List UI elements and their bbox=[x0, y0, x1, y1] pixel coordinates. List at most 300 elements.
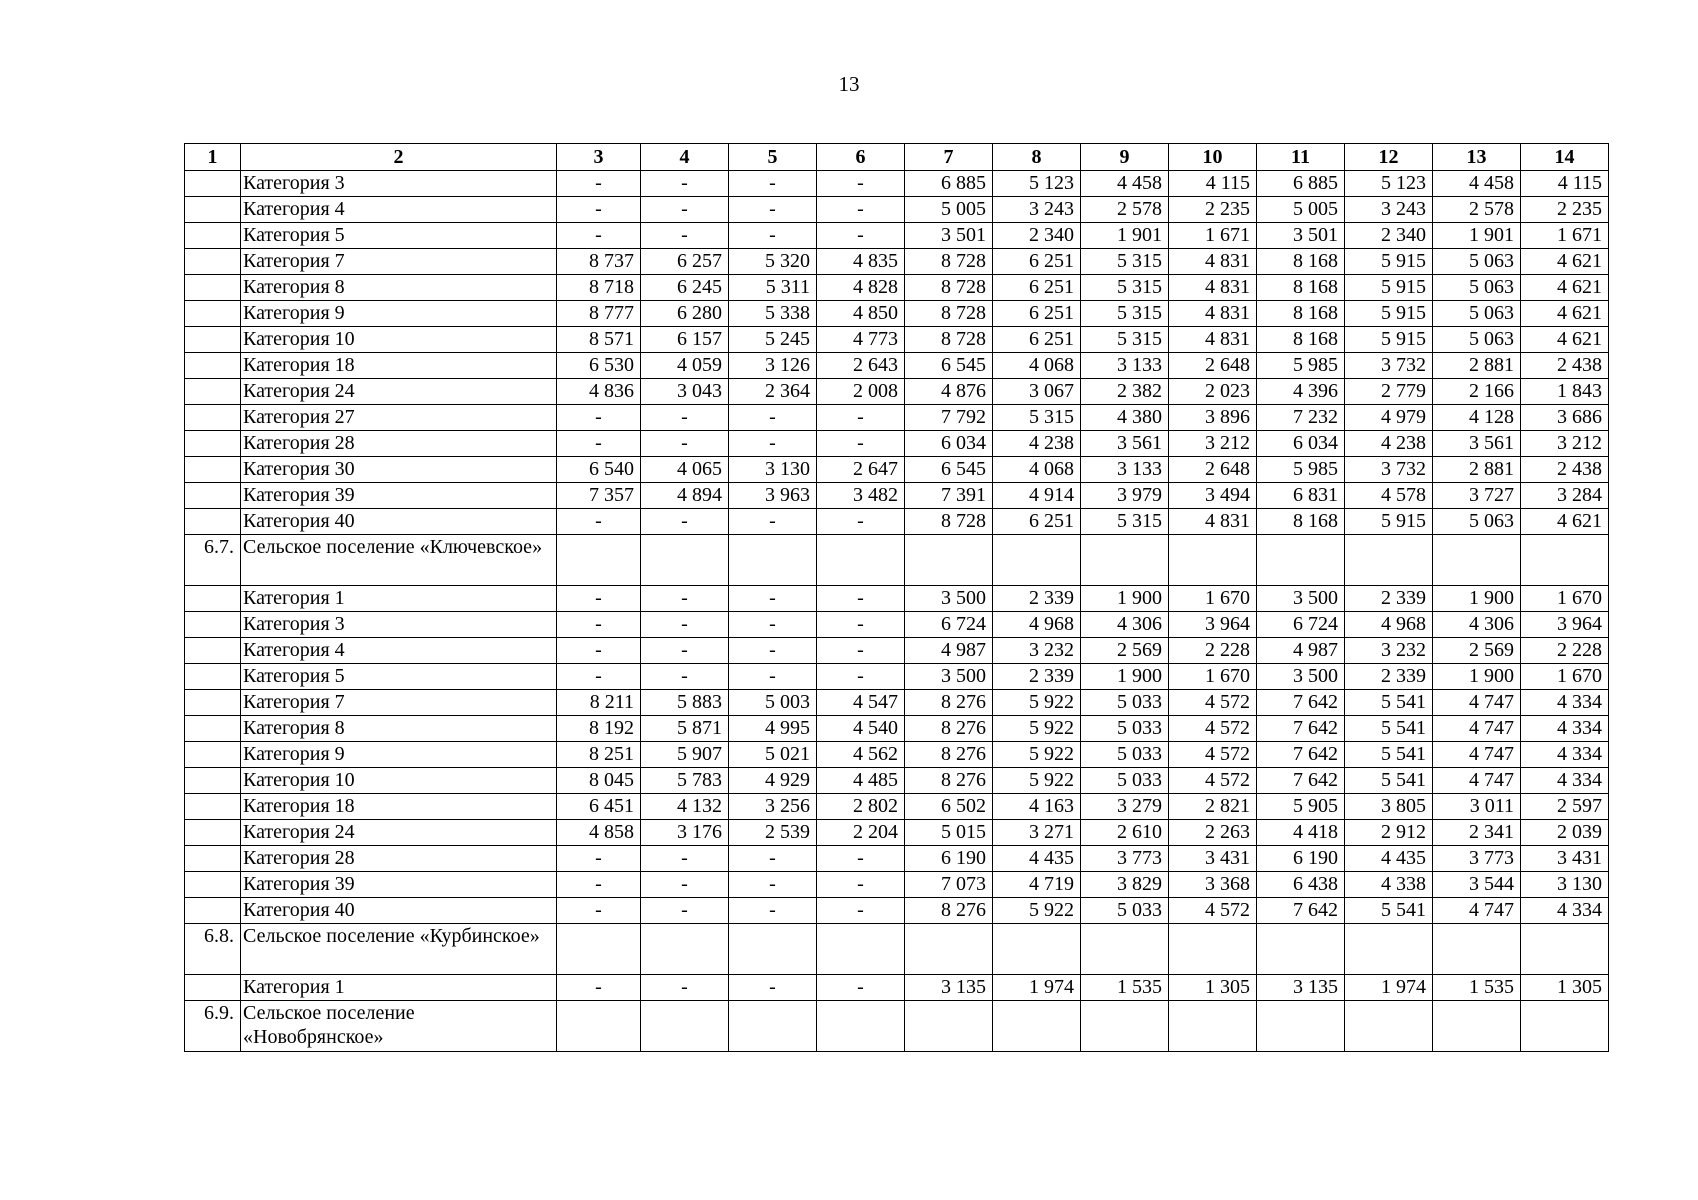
category-name: Категория 24 bbox=[241, 379, 557, 405]
section-name: Сельское поселение «Ключевское» bbox=[241, 535, 557, 586]
table-cell: - bbox=[557, 612, 641, 638]
table-cell: 3 501 bbox=[905, 223, 993, 249]
category-name: Категория 8 bbox=[241, 716, 557, 742]
table-cell: 8 211 bbox=[557, 690, 641, 716]
table-cell: 4 418 bbox=[1257, 820, 1345, 846]
table-cell: 1 901 bbox=[1433, 223, 1521, 249]
table-cell: 2 539 bbox=[729, 820, 817, 846]
table-cell: 1 901 bbox=[1081, 223, 1169, 249]
category-name: Категория 3 bbox=[241, 171, 557, 197]
table-cell bbox=[993, 1001, 1081, 1052]
table-cell: 4 995 bbox=[729, 716, 817, 742]
table-cell: 4 238 bbox=[1345, 431, 1433, 457]
table-cell: 7 232 bbox=[1257, 405, 1345, 431]
table-cell: 8 276 bbox=[905, 716, 993, 742]
category-name: Категория 9 bbox=[241, 301, 557, 327]
table-cell: 2 204 bbox=[817, 820, 905, 846]
table-cell bbox=[993, 924, 1081, 975]
table-row bbox=[185, 664, 1609, 690]
column-header: 6 bbox=[817, 144, 905, 171]
category-name: Категория 40 bbox=[241, 509, 557, 535]
table-cell: 8 168 bbox=[1257, 327, 1345, 353]
table-cell: 8 168 bbox=[1257, 301, 1345, 327]
column-header: 10 bbox=[1169, 144, 1257, 171]
table-cell: - bbox=[817, 431, 905, 457]
table-cell bbox=[1521, 535, 1609, 586]
table-cell: 3 130 bbox=[729, 457, 817, 483]
table-cell: 3 271 bbox=[993, 820, 1081, 846]
table-cell: 5 033 bbox=[1081, 690, 1169, 716]
table-cell: 5 985 bbox=[1257, 457, 1345, 483]
column-header: 8 bbox=[993, 144, 1081, 171]
table-cell: - bbox=[557, 872, 641, 898]
table-cell: 1 670 bbox=[1521, 586, 1609, 612]
table-cell: 5 063 bbox=[1433, 275, 1521, 301]
table-cell: 2 438 bbox=[1521, 353, 1609, 379]
row-index bbox=[185, 768, 241, 794]
table-cell bbox=[1433, 1001, 1521, 1052]
table-cell bbox=[1081, 924, 1169, 975]
table-cell bbox=[817, 1001, 905, 1052]
section-row bbox=[185, 924, 1609, 975]
row-index bbox=[185, 898, 241, 924]
table-cell: 3 561 bbox=[1433, 431, 1521, 457]
table-cell: 6 885 bbox=[1257, 171, 1345, 197]
table-cell: 2 263 bbox=[1169, 820, 1257, 846]
table-cell: 3 279 bbox=[1081, 794, 1169, 820]
table-cell: 4 396 bbox=[1257, 379, 1345, 405]
row-index bbox=[185, 612, 241, 638]
table-cell: 2 023 bbox=[1169, 379, 1257, 405]
table-cell: 8 728 bbox=[905, 275, 993, 301]
category-name: Категория 18 bbox=[241, 353, 557, 379]
table-cell: 8 276 bbox=[905, 898, 993, 924]
table-cell: 5 311 bbox=[729, 275, 817, 301]
table-cell: 5 541 bbox=[1345, 690, 1433, 716]
table-cell: 2 610 bbox=[1081, 820, 1169, 846]
table-cell bbox=[1521, 924, 1609, 975]
table-cell: 8 168 bbox=[1257, 249, 1345, 275]
category-name: Категория 28 bbox=[241, 846, 557, 872]
row-index bbox=[185, 379, 241, 405]
column-header: 14 bbox=[1521, 144, 1609, 171]
table-cell: 3 431 bbox=[1169, 846, 1257, 872]
table-cell: - bbox=[641, 975, 729, 1001]
table-cell: 4 987 bbox=[1257, 638, 1345, 664]
table-cell: - bbox=[729, 197, 817, 223]
table-cell: 4 458 bbox=[1433, 171, 1521, 197]
table-cell: 6 251 bbox=[993, 249, 1081, 275]
table-cell: 6 190 bbox=[1257, 846, 1345, 872]
table-cell: 4 835 bbox=[817, 249, 905, 275]
table-cell: 2 779 bbox=[1345, 379, 1433, 405]
table-cell: - bbox=[817, 197, 905, 223]
table-cell: - bbox=[817, 846, 905, 872]
table-cell bbox=[1433, 535, 1521, 586]
table-cell bbox=[817, 924, 905, 975]
table-row bbox=[185, 820, 1609, 846]
table-cell: 5 922 bbox=[993, 742, 1081, 768]
table-cell: 5 123 bbox=[1345, 171, 1433, 197]
table-cell: 4 828 bbox=[817, 275, 905, 301]
table-cell: 1 535 bbox=[1433, 975, 1521, 1001]
table-cell: 3 500 bbox=[1257, 664, 1345, 690]
table-cell bbox=[1257, 535, 1345, 586]
table-cell: 2 802 bbox=[817, 794, 905, 820]
table-cell: 5 033 bbox=[1081, 768, 1169, 794]
table-cell: - bbox=[729, 664, 817, 690]
table-cell: 6 034 bbox=[905, 431, 993, 457]
table-cell: - bbox=[557, 509, 641, 535]
table-cell: 4 334 bbox=[1521, 768, 1609, 794]
category-name: Категория 24 bbox=[241, 820, 557, 846]
table-cell: 4 621 bbox=[1521, 275, 1609, 301]
table-cell: - bbox=[817, 171, 905, 197]
table-cell: 6 502 bbox=[905, 794, 993, 820]
table-row bbox=[185, 638, 1609, 664]
table-cell: 3 773 bbox=[1081, 846, 1169, 872]
table-cell: 7 391 bbox=[905, 483, 993, 509]
column-header: 11 bbox=[1257, 144, 1345, 171]
row-index bbox=[185, 171, 241, 197]
table-cell: 5 063 bbox=[1433, 301, 1521, 327]
table-cell: 5 033 bbox=[1081, 898, 1169, 924]
category-name: Категория 18 bbox=[241, 794, 557, 820]
table-cell: - bbox=[817, 509, 905, 535]
table-cell: 3 212 bbox=[1521, 431, 1609, 457]
table-cell: 6 190 bbox=[905, 846, 993, 872]
table-cell: 4 831 bbox=[1169, 509, 1257, 535]
table-cell: 4 306 bbox=[1433, 612, 1521, 638]
table-cell: - bbox=[729, 975, 817, 1001]
row-index bbox=[185, 431, 241, 457]
table-cell: 4 836 bbox=[557, 379, 641, 405]
table-header-row bbox=[185, 144, 1609, 171]
table-cell bbox=[905, 535, 993, 586]
category-name: Категория 30 bbox=[241, 457, 557, 483]
table-cell: 2 228 bbox=[1169, 638, 1257, 664]
column-header: 3 bbox=[557, 144, 641, 171]
table-cell: 4 334 bbox=[1521, 690, 1609, 716]
table-cell bbox=[1169, 924, 1257, 975]
table-cell: 4 562 bbox=[817, 742, 905, 768]
table-row bbox=[185, 197, 1609, 223]
table-cell: - bbox=[817, 223, 905, 249]
table-cell: 5 907 bbox=[641, 742, 729, 768]
table-cell: 4 894 bbox=[641, 483, 729, 509]
table-cell: 6 724 bbox=[1257, 612, 1345, 638]
table-cell bbox=[729, 1001, 817, 1052]
row-index bbox=[185, 872, 241, 898]
table-cell: 4 115 bbox=[1521, 171, 1609, 197]
table-cell bbox=[1521, 1001, 1609, 1052]
table-cell: 5 315 bbox=[1081, 275, 1169, 301]
table-cell: 8 192 bbox=[557, 716, 641, 742]
table-cell: 3 686 bbox=[1521, 405, 1609, 431]
table-cell: 5 063 bbox=[1433, 327, 1521, 353]
table-cell: 7 642 bbox=[1257, 768, 1345, 794]
row-index: 6.8. bbox=[185, 924, 241, 975]
row-index bbox=[185, 483, 241, 509]
table-cell: 1 670 bbox=[1169, 664, 1257, 690]
table-cell: 3 243 bbox=[1345, 197, 1433, 223]
table-cell: 5 315 bbox=[1081, 301, 1169, 327]
table-cell: 4 338 bbox=[1345, 872, 1433, 898]
table-row bbox=[185, 742, 1609, 768]
row-index bbox=[185, 820, 241, 846]
table-cell: 5 338 bbox=[729, 301, 817, 327]
table-cell: 2 382 bbox=[1081, 379, 1169, 405]
table-cell: 1 900 bbox=[1081, 664, 1169, 690]
table-cell: 3 067 bbox=[993, 379, 1081, 405]
category-name: Категория 3 bbox=[241, 612, 557, 638]
table-cell: 3 963 bbox=[729, 483, 817, 509]
table-cell: - bbox=[817, 586, 905, 612]
table-cell: - bbox=[729, 405, 817, 431]
table-cell: 8 728 bbox=[905, 301, 993, 327]
table-cell: - bbox=[729, 612, 817, 638]
category-name: Категория 40 bbox=[241, 898, 557, 924]
category-name: Категория 39 bbox=[241, 483, 557, 509]
table-row bbox=[185, 898, 1609, 924]
table-cell: 2 881 bbox=[1433, 457, 1521, 483]
table-cell: - bbox=[557, 638, 641, 664]
table-cell: 8 168 bbox=[1257, 275, 1345, 301]
section-name: Сельское поселение «Курбинское» bbox=[241, 924, 557, 975]
table-cell: 2 647 bbox=[817, 457, 905, 483]
table-cell: - bbox=[641, 431, 729, 457]
table-cell: 3 964 bbox=[1521, 612, 1609, 638]
table-cell bbox=[1169, 1001, 1257, 1052]
table-row bbox=[185, 327, 1609, 353]
table-cell: 6 251 bbox=[993, 327, 1081, 353]
table-cell: 5 915 bbox=[1345, 275, 1433, 301]
table-cell: 5 315 bbox=[993, 405, 1081, 431]
table-cell: 1 974 bbox=[993, 975, 1081, 1001]
table-cell: 2 578 bbox=[1433, 197, 1521, 223]
table-cell: - bbox=[641, 638, 729, 664]
table-cell: 4 572 bbox=[1169, 690, 1257, 716]
table-cell: 8 045 bbox=[557, 768, 641, 794]
table-cell: 5 541 bbox=[1345, 768, 1433, 794]
table-cell: 4 621 bbox=[1521, 327, 1609, 353]
table-cell: 3 368 bbox=[1169, 872, 1257, 898]
column-header: 5 bbox=[729, 144, 817, 171]
row-index bbox=[185, 975, 241, 1001]
table-cell: 2 438 bbox=[1521, 457, 1609, 483]
table-cell: 3 500 bbox=[1257, 586, 1345, 612]
column-header: 12 bbox=[1345, 144, 1433, 171]
table-cell: 5 063 bbox=[1433, 249, 1521, 275]
table-cell: 5 315 bbox=[1081, 249, 1169, 275]
table-cell: - bbox=[557, 846, 641, 872]
table-cell: 4 831 bbox=[1169, 249, 1257, 275]
category-name: Категория 8 bbox=[241, 275, 557, 301]
table-cell: 6 034 bbox=[1257, 431, 1345, 457]
table-cell: 2 008 bbox=[817, 379, 905, 405]
table-cell: 1 974 bbox=[1345, 975, 1433, 1001]
table-cell: 8 737 bbox=[557, 249, 641, 275]
table-cell: 4 435 bbox=[1345, 846, 1433, 872]
table-cell: 4 547 bbox=[817, 690, 905, 716]
table-cell: 2 648 bbox=[1169, 353, 1257, 379]
table-cell: 5 315 bbox=[1081, 509, 1169, 535]
column-header: 4 bbox=[641, 144, 729, 171]
table-cell: 2 821 bbox=[1169, 794, 1257, 820]
table-cell: 1 535 bbox=[1081, 975, 1169, 1001]
table-cell bbox=[993, 535, 1081, 586]
table-cell: 5 922 bbox=[993, 898, 1081, 924]
row-index bbox=[185, 301, 241, 327]
table-cell bbox=[729, 924, 817, 975]
row-index: 6.7. bbox=[185, 535, 241, 586]
table-cell: 5 915 bbox=[1345, 509, 1433, 535]
category-name: Категория 7 bbox=[241, 249, 557, 275]
table-cell: 2 597 bbox=[1521, 794, 1609, 820]
table-cell: 6 831 bbox=[1257, 483, 1345, 509]
table-cell: 5 922 bbox=[993, 716, 1081, 742]
table-row bbox=[185, 249, 1609, 275]
table-row bbox=[185, 794, 1609, 820]
category-name: Категория 4 bbox=[241, 638, 557, 664]
table-cell: - bbox=[817, 612, 905, 638]
table-cell: - bbox=[817, 638, 905, 664]
row-index bbox=[185, 405, 241, 431]
table-cell: 4 747 bbox=[1433, 768, 1521, 794]
table-cell: 4 334 bbox=[1521, 742, 1609, 768]
table-cell: 4 929 bbox=[729, 768, 817, 794]
table-cell bbox=[557, 1001, 641, 1052]
table-cell: - bbox=[729, 171, 817, 197]
row-index bbox=[185, 509, 241, 535]
table-cell: 2 578 bbox=[1081, 197, 1169, 223]
table-cell: 1 900 bbox=[1433, 586, 1521, 612]
table-cell: 4 914 bbox=[993, 483, 1081, 509]
table-row bbox=[185, 483, 1609, 509]
table-cell: 3 494 bbox=[1169, 483, 1257, 509]
section-name: Сельское поселение «Новобрянское» bbox=[241, 1001, 557, 1052]
row-index bbox=[185, 327, 241, 353]
table-cell: 8 276 bbox=[905, 690, 993, 716]
page-number: 13 bbox=[838, 72, 860, 96]
table-cell: 1 305 bbox=[1169, 975, 1257, 1001]
table-cell bbox=[641, 535, 729, 586]
table-cell: - bbox=[557, 431, 641, 457]
row-index bbox=[185, 664, 241, 690]
table-cell: 2 881 bbox=[1433, 353, 1521, 379]
table-cell: 4 132 bbox=[641, 794, 729, 820]
table-cell: - bbox=[641, 898, 729, 924]
table-cell: 7 357 bbox=[557, 483, 641, 509]
table-cell: 4 858 bbox=[557, 820, 641, 846]
table-cell: 5 871 bbox=[641, 716, 729, 742]
table-row bbox=[185, 301, 1609, 327]
table-cell: - bbox=[557, 898, 641, 924]
table-cell: 4 115 bbox=[1169, 171, 1257, 197]
table-cell: 4 068 bbox=[993, 457, 1081, 483]
table-row bbox=[185, 275, 1609, 301]
section-row bbox=[185, 1001, 1609, 1052]
table-cell: 6 251 bbox=[993, 509, 1081, 535]
table-cell: 2 228 bbox=[1521, 638, 1609, 664]
table-row bbox=[185, 405, 1609, 431]
row-index bbox=[185, 275, 241, 301]
table-cell: 5 783 bbox=[641, 768, 729, 794]
table-cell: 6 257 bbox=[641, 249, 729, 275]
table-cell: 5 922 bbox=[993, 690, 1081, 716]
table-cell: 4 987 bbox=[905, 638, 993, 664]
table-cell: 2 340 bbox=[1345, 223, 1433, 249]
table-cell: 5 245 bbox=[729, 327, 817, 353]
table-row bbox=[185, 457, 1609, 483]
row-index bbox=[185, 249, 241, 275]
table-cell: - bbox=[729, 872, 817, 898]
table-cell bbox=[557, 535, 641, 586]
table-cell: 8 777 bbox=[557, 301, 641, 327]
column-header: 2 bbox=[241, 144, 557, 171]
table-cell: 3 212 bbox=[1169, 431, 1257, 457]
table-cell: 1 305 bbox=[1521, 975, 1609, 1001]
table-cell: 5 922 bbox=[993, 768, 1081, 794]
table-cell: - bbox=[817, 872, 905, 898]
table-cell: 4 163 bbox=[993, 794, 1081, 820]
table-cell: 2 339 bbox=[1345, 586, 1433, 612]
table-cell: 3 896 bbox=[1169, 405, 1257, 431]
table-cell: 4 572 bbox=[1169, 742, 1257, 768]
table-cell: - bbox=[641, 405, 729, 431]
table-cell: 5 015 bbox=[905, 820, 993, 846]
table-cell: 8 728 bbox=[905, 327, 993, 353]
table-row bbox=[185, 716, 1609, 742]
table-cell: 6 438 bbox=[1257, 872, 1345, 898]
table-cell: 3 232 bbox=[1345, 638, 1433, 664]
row-index bbox=[185, 223, 241, 249]
table-cell: 8 276 bbox=[905, 742, 993, 768]
table-cell: 8 728 bbox=[905, 509, 993, 535]
table-cell: 3 482 bbox=[817, 483, 905, 509]
table-cell: 5 033 bbox=[1081, 716, 1169, 742]
table-cell: - bbox=[729, 898, 817, 924]
table-cell: 5 541 bbox=[1345, 742, 1433, 768]
table-cell: 5 005 bbox=[1257, 197, 1345, 223]
table-row bbox=[185, 768, 1609, 794]
table-cell: 5 315 bbox=[1081, 327, 1169, 353]
table-cell: 4 773 bbox=[817, 327, 905, 353]
table-row bbox=[185, 431, 1609, 457]
table-cell: 4 068 bbox=[993, 353, 1081, 379]
table-row bbox=[185, 872, 1609, 898]
row-index bbox=[185, 794, 241, 820]
table-cell: 6 251 bbox=[993, 301, 1081, 327]
row-index bbox=[185, 716, 241, 742]
table-cell bbox=[1257, 1001, 1345, 1052]
table-cell: 3 176 bbox=[641, 820, 729, 846]
table-cell: 5 003 bbox=[729, 690, 817, 716]
table-cell: 4 831 bbox=[1169, 275, 1257, 301]
table-cell: 1 900 bbox=[1433, 664, 1521, 690]
table-cell: - bbox=[557, 223, 641, 249]
table-cell: 3 805 bbox=[1345, 794, 1433, 820]
table-cell: 7 642 bbox=[1257, 742, 1345, 768]
table-cell: 6 885 bbox=[905, 171, 993, 197]
table-cell: 4 968 bbox=[1345, 612, 1433, 638]
category-name: Категория 1 bbox=[241, 586, 557, 612]
table-cell: 8 168 bbox=[1257, 509, 1345, 535]
table-cell: 4 747 bbox=[1433, 898, 1521, 924]
table-row bbox=[185, 171, 1609, 197]
table-cell: 3 727 bbox=[1433, 483, 1521, 509]
table-cell: 4 572 bbox=[1169, 768, 1257, 794]
